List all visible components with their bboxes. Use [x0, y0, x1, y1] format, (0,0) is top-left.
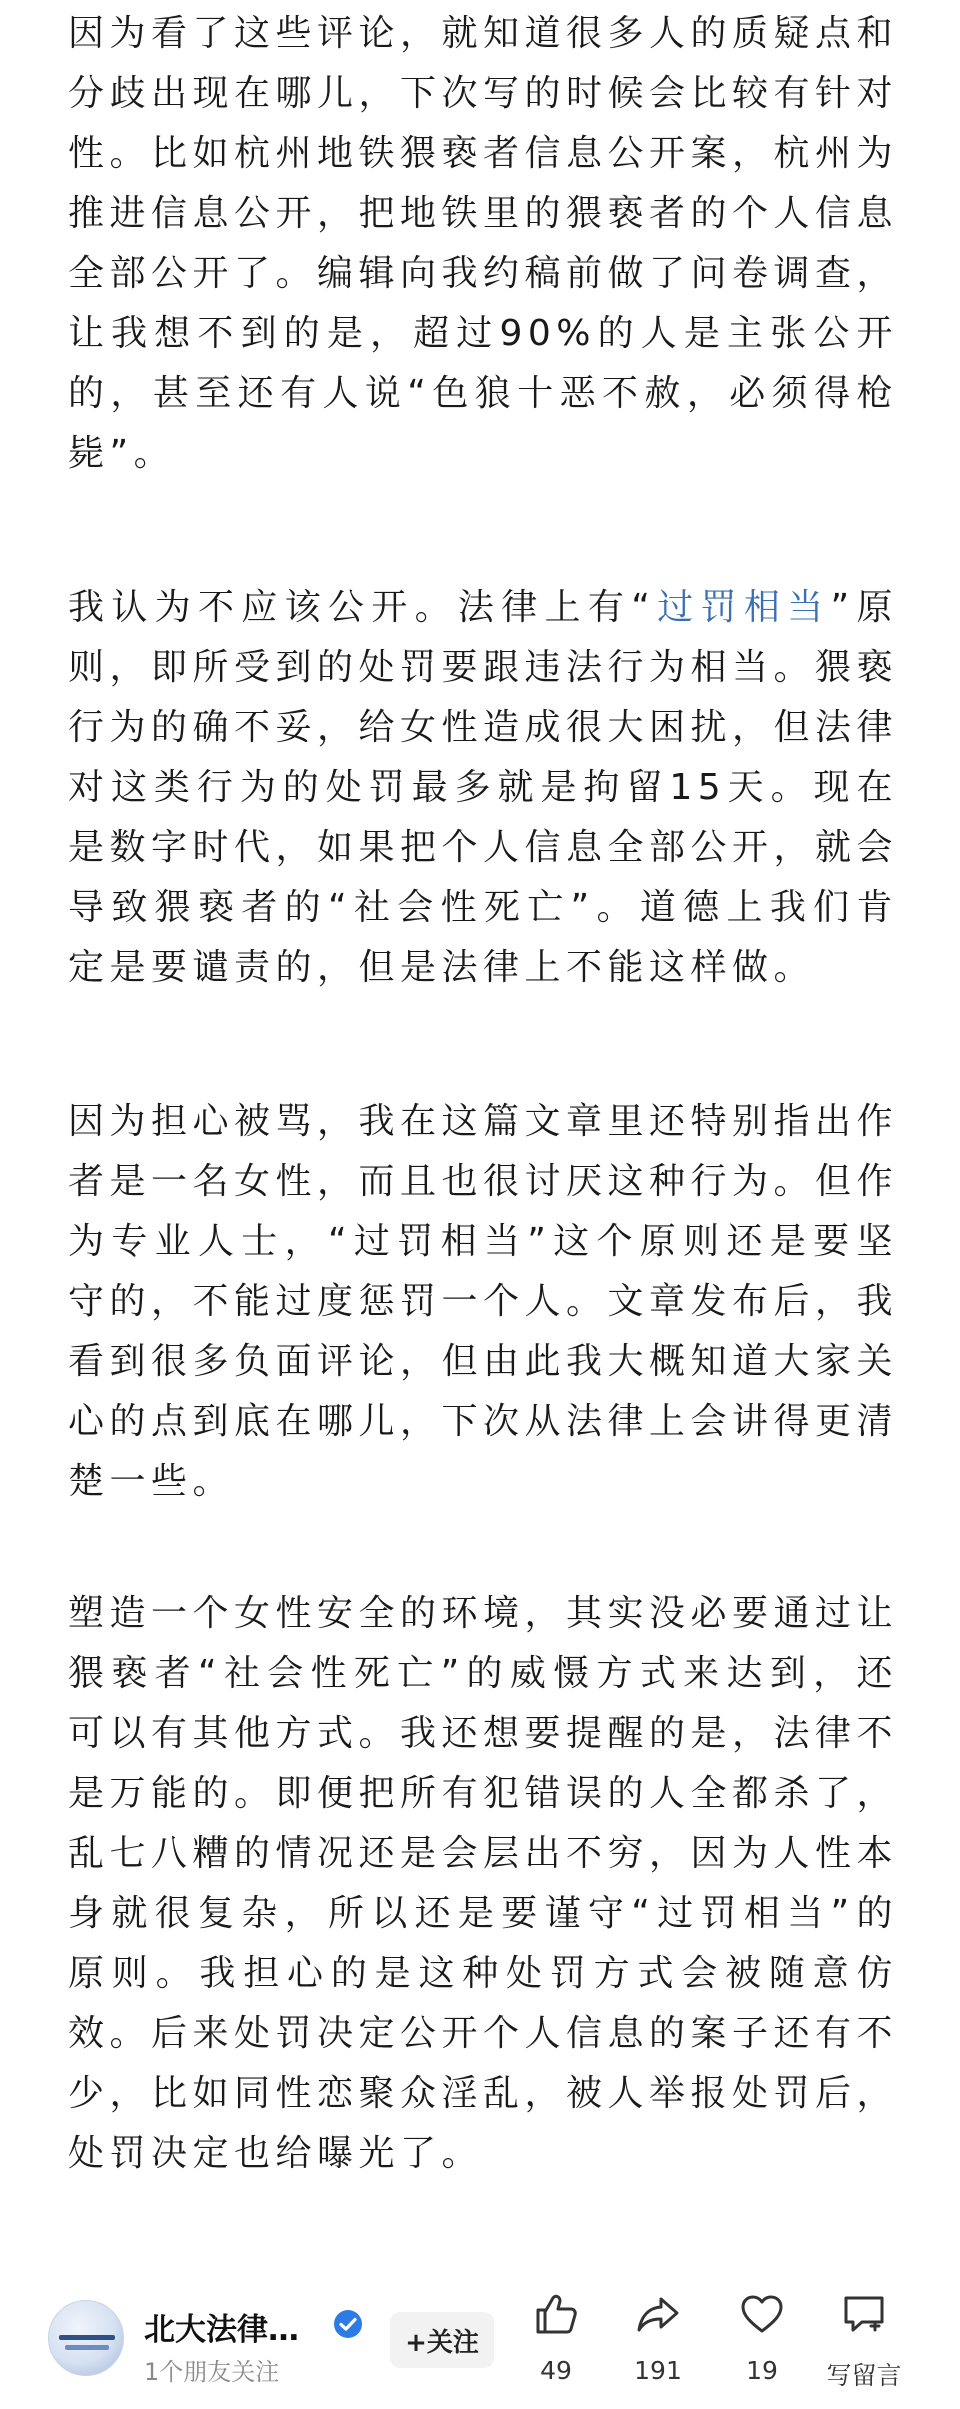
author-name[interactable]: 北大法律…: [144, 2312, 299, 2348]
share-count: 191: [634, 2356, 682, 2385]
paragraph-text: ”原则，即所受到的处罚要跟违法行为相当。猥亵行为的确不妥，给女性造成很大困扰，但法律对这类行为的处罚最多就是拘留15天。现在是数字时代，如果把个人信息全部公开，就会导致猥亵者的“社会性死亡”。道德上我们肯定是要谴责的，但是法律上不能这样做。: [68, 587, 899, 988]
like-count: 49: [540, 2356, 572, 2385]
heart-icon: [738, 2290, 786, 2338]
paragraph-text: 我认为不应该公开。法律上有“: [68, 587, 656, 628]
friends-follow-info: 1个朋友关注: [144, 2358, 280, 2386]
follow-button[interactable]: +关注: [390, 2312, 494, 2368]
topic-link[interactable]: 过罚相当: [655, 587, 831, 628]
comment-icon: [840, 2290, 888, 2338]
thumbs-up-icon: [532, 2290, 580, 2338]
favorite-count: 19: [746, 2356, 778, 2385]
article-paragraph: [68, 578, 898, 998]
share-arrow-icon: [634, 2290, 682, 2338]
share-button[interactable]: [610, 2290, 706, 2400]
bottom-action-bar: [0, 2260, 960, 2409]
article-paragraph: 因为担心被骂，我在这篇文章里还特别指出作者是一名女性，而且也很讨厌这种行为。但作为专业人士，“过罚相当”这个原则还是要坚守的，不能过度惩罚一个人。文章发布后，我看到很多负面评论，但由此我大概知道大家关心的点到底在哪儿，下次从法律上会讲得更清楚一些。: [68, 1101, 899, 1502]
article-paragraph: 因为看了这些评论，就知道很多人的质疑点和分歧出现在哪儿，下次写的时候会比较有针对性。比如杭州地铁猥亵者信息公开案，杭州为推进信息公开，把地铁里的猥亵者的个人信息全部公开了。编辑向我约稿前做了问卷调查，让我想不到的是，超过90%的人是主张公开的，甚至还有人说“色狼十恶不赦，必须得枪毙”。: [68, 13, 899, 474]
avatar-logo-mark: [65, 2345, 109, 2350]
verified-icon: [332, 2308, 364, 2340]
like-button[interactable]: [508, 2290, 604, 2400]
comment-button[interactable]: [816, 2290, 912, 2400]
article-paragraph: 塑造一个女性安全的环境，其实没必要通过让猥亵者“社会性死亡”的威慑方式来达到，还可以有其他方式。我还想要提醒的是，法律不是万能的。即便把所有犯错误的人全都杀了，乱七八糟的情况还是会层出不穷，因为人性本身就很复杂，所以还是要谨守“过罚相当”的原则。我担心的是这种处罚方式会被随意仿效。后来处罚决定公开个人信息的案子还有不少，比如同性恋聚众淫乱，被人举报处罚后，处罚决定也给曝光了。: [68, 1593, 899, 2174]
comment-label: 写留言: [826, 2361, 902, 2390]
favorite-button[interactable]: [714, 2290, 810, 2400]
author-avatar[interactable]: [48, 2300, 124, 2376]
avatar-logo-mark: [59, 2335, 115, 2340]
